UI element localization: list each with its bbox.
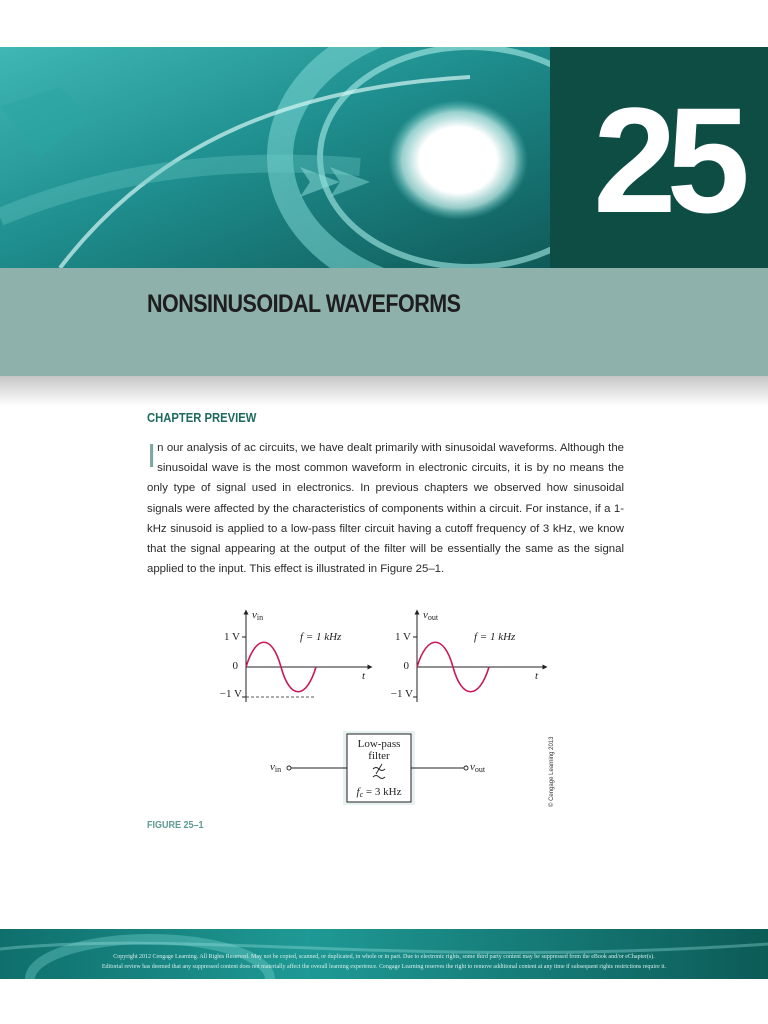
figure-caption-label: FIGURE 25–1 <box>147 820 204 831</box>
figure-diagram <box>200 606 580 816</box>
input-y-zero-label: 0 <box>232 660 238 672</box>
output-y-bottom-label: −1 V <box>390 688 413 700</box>
output-freq-label: f = 1 kHz <box>474 631 516 643</box>
input-waveform-graph <box>220 609 370 702</box>
footer-line-2: Editorial review has deemed that any suppressed content does not materially affect the overall learning experience. Cengage Learning reserves the right to remove additional content at any time if subsequent rights restrictions require it. <box>101 964 667 970</box>
chapter-banner <box>0 47 768 268</box>
output-axis-label: vout <box>423 609 439 622</box>
preview-body-text: n our analysis of ac circuits, we have dealt primarily with sinusoidal waveforms. Although the sinusoidal wave is the most common waveform in electronic circuits, it is by no means the only type of signal used in electronics. In previous chapters we observed how sinusoidal signals were affected by the characteristics of components within a circuit. For instance, if a 1-kHz sinusoid is applied to a low-pass filter circuit having a cutoff frequency of 3 kHz, we know that the signal appearing at the output of the filter will be essentially the same as the signal applied to the input. This effect is illustrated in Figure 25–1. <box>147 442 624 576</box>
banner-image <box>0 47 550 268</box>
filter-cutoff-label: fc = 3 kHz <box>356 786 402 799</box>
low-pass-filter-block <box>270 731 486 805</box>
output-y-top-label: 1 V <box>395 631 411 643</box>
chapter-number-block <box>550 47 768 268</box>
input-t-label: t <box>362 670 366 682</box>
input-terminal <box>287 766 291 770</box>
output-terminal-label: vout <box>470 761 486 774</box>
output-waveform-graph <box>391 609 545 702</box>
svg-text:© Cengage Learning 2013: © Cengage Learning 2013 <box>549 737 555 807</box>
chapter-preview-paragraph <box>147 438 624 579</box>
drop-cap: I <box>147 437 157 474</box>
title-band <box>0 268 768 376</box>
chapter-title: NONSINUSOIDAL WAVEFORMS <box>147 290 461 318</box>
input-y-top-label: 1 V <box>224 631 240 643</box>
input-y-bottom-label: −1 V <box>219 688 242 700</box>
figure-copyright <box>546 737 556 807</box>
footer-line-1: Copyright 2012 Cengage Learning. All Rights Reserved. May not be copied, scanned, or duplicated, in whole or in part. Due to electronic rights, some third party content may be suppressed from the eBook and/or eChapter(s). <box>113 954 655 960</box>
output-terminal <box>464 766 468 770</box>
figure-25-1 <box>200 606 580 816</box>
footer-copyright <box>0 952 768 972</box>
chapter-number: 25 <box>593 76 740 244</box>
chapter-preview-heading: CHAPTER PREVIEW <box>147 411 257 425</box>
filter-label-line1: Low-pass <box>357 738 401 750</box>
title-band-shadow <box>0 376 768 406</box>
input-axis-label: vin <box>252 609 264 622</box>
input-terminal-label: vin <box>270 761 282 774</box>
input-freq-label: f = 1 kHz <box>300 631 342 643</box>
filter-label-line2: filter <box>368 750 390 762</box>
output-y-zero-label: 0 <box>403 660 409 672</box>
output-t-label: t <box>535 670 539 682</box>
